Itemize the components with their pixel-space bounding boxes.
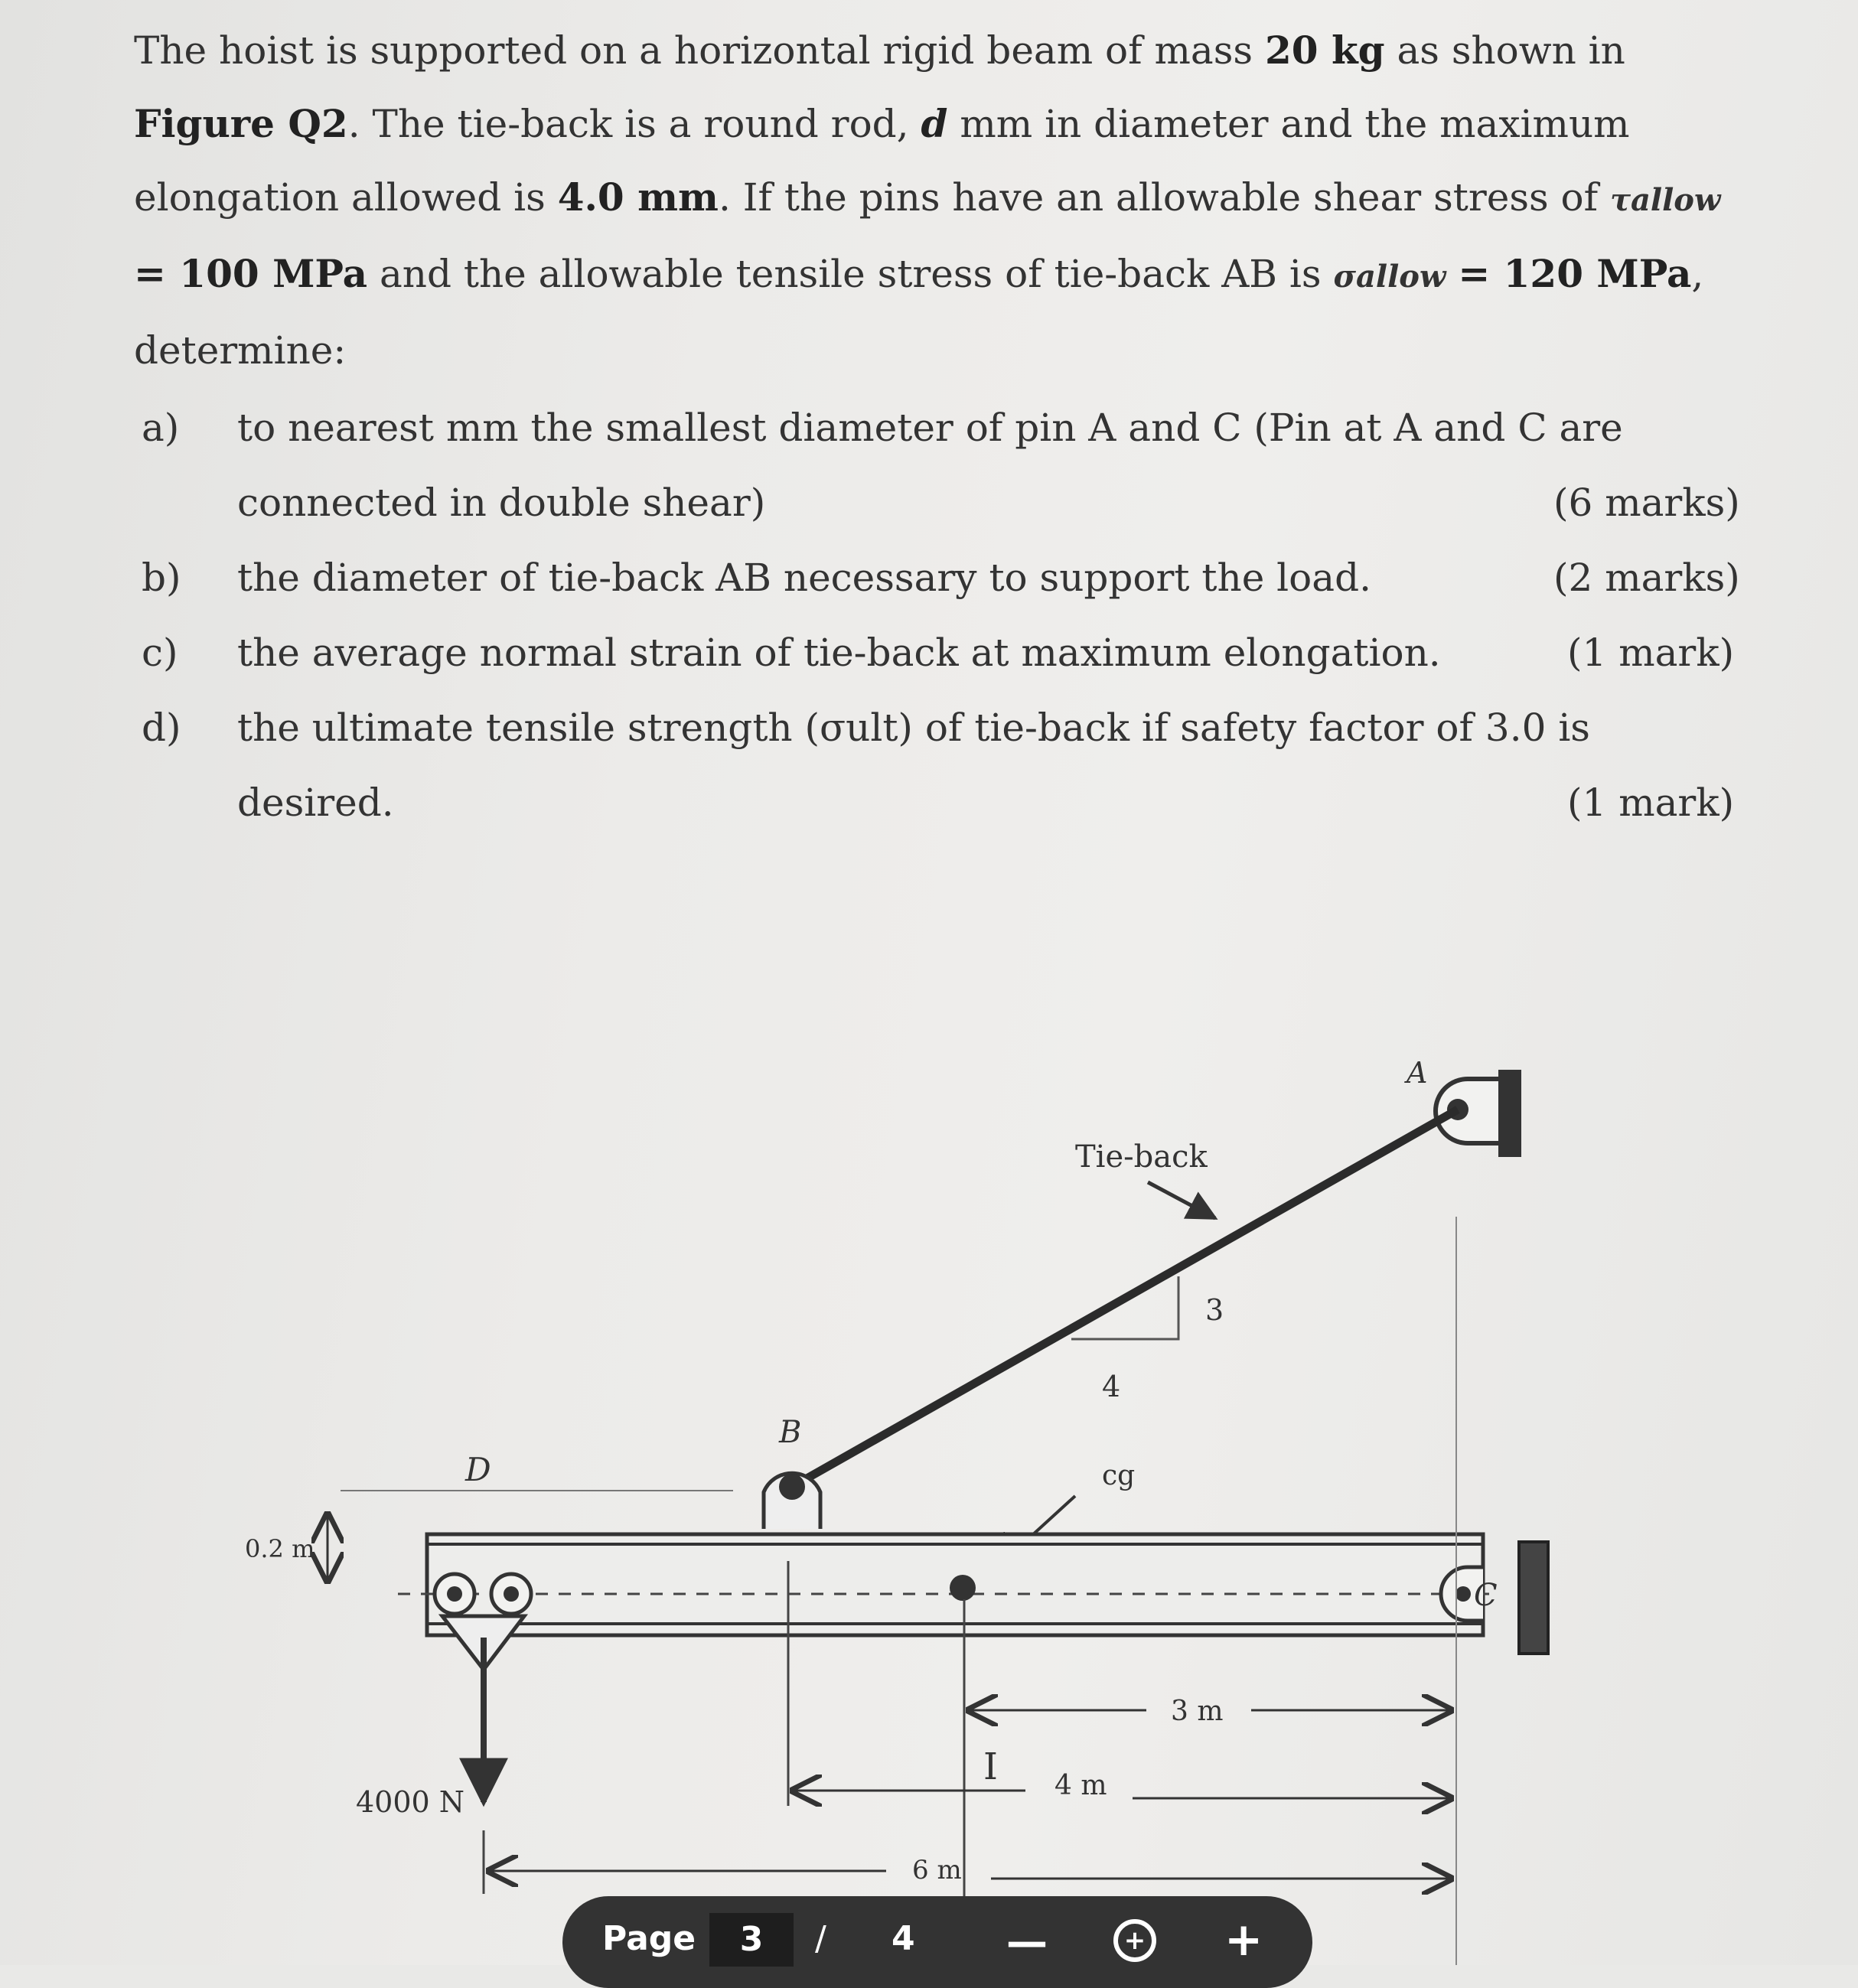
marks-label: (1 mark): [1567, 631, 1735, 675]
intro-text: , determine:: [134, 252, 1704, 373]
question-text: to nearest mm the smallest diameter of pin A and C (Pin at A and C are: [237, 406, 1623, 450]
height-label: 0.2 m: [245, 1534, 315, 1563]
intro-text: The hoist is supported on a horizontal rigid beam of mass: [134, 28, 1265, 73]
dim-6m-label: 6 m: [912, 1855, 962, 1885]
figure-q2: [0, 1018, 1858, 1965]
max-elongation: 4.0 mm: [557, 174, 719, 220]
dim-3m-label: 3 m: [1171, 1696, 1224, 1727]
slope-triangle: [1071, 1276, 1178, 1339]
wall-support-a: [1498, 1070, 1521, 1157]
sigma-allow-value: = 120 MPa: [1458, 251, 1692, 296]
question-text: connected in double shear): [237, 481, 766, 525]
pin-c: [1455, 1586, 1471, 1602]
dim-4m-label: 4 m: [1054, 1770, 1107, 1801]
page-separator: /: [815, 1919, 826, 1958]
zoom-fit-icon[interactable]: +: [1113, 1919, 1156, 1962]
zoom-in-button[interactable]: +: [1224, 1913, 1263, 1967]
intro-text: and the allowable tensile stress of tie-back AB is: [367, 252, 1334, 296]
sigma-allow-symbol: σallow: [1333, 259, 1446, 295]
question-text: the diameter of tie-back AB necessary to support the load.: [237, 556, 1371, 600]
question-letter: c): [142, 631, 178, 675]
marks-label: (1 mark): [1567, 781, 1735, 825]
diameter-variable: d: [921, 101, 948, 146]
slope-rise-label: 3: [1205, 1293, 1224, 1327]
intro-text: . If the pins have an allowable shear stress of: [718, 175, 1611, 220]
figure-reference: Figure Q2: [134, 101, 348, 146]
label-c: C: [1474, 1578, 1498, 1613]
load-label: 4000 N: [356, 1785, 465, 1819]
marks-label: (6 marks): [1553, 481, 1740, 525]
cg-label: cg: [1102, 1460, 1136, 1491]
marks-label: (2 marks): [1553, 556, 1740, 600]
beam-mass: 20 kg: [1264, 28, 1385, 73]
tau-allow-symbol: τallow: [1610, 182, 1721, 218]
text-cursor-icon: I: [983, 1745, 998, 1788]
problem-statement: [134, 14, 1756, 387]
slope-run-label: 4: [1102, 1370, 1121, 1403]
question-letter: a): [142, 406, 180, 450]
trolley-axle: [504, 1586, 519, 1602]
wall-support-c: [1519, 1542, 1548, 1654]
question-text: the ultimate tensile strength (σult) of tie-back if safety factor of 3.0 is: [237, 706, 1590, 750]
label-a: A: [1407, 1056, 1428, 1090]
page-navigation-toolbar: [562, 1896, 1312, 1988]
label-b: B: [779, 1415, 802, 1450]
intro-text: mm in diameter and the maximum elongation allowed is: [134, 102, 1630, 220]
question-text: the average normal strain of tie-back at maximum elongation.: [237, 631, 1441, 675]
tieback-label: Tie-back: [1075, 1139, 1208, 1175]
intro-text: . The tie-back is a round rod,: [347, 102, 921, 146]
cg-point: [950, 1575, 976, 1601]
question-letter: b): [142, 556, 181, 600]
current-page-input[interactable]: 3: [709, 1913, 794, 1967]
zoom-out-button[interactable]: —: [1006, 1918, 1048, 1966]
tieback-arrow: [1148, 1182, 1215, 1218]
total-pages: 4: [892, 1919, 915, 1958]
page-label: Page: [602, 1919, 696, 1958]
pin-b: [779, 1474, 805, 1500]
intro-text: as shown in: [1384, 28, 1625, 73]
label-d: D: [465, 1451, 491, 1488]
question-text: desired.: [237, 781, 394, 825]
question-letter: d): [142, 706, 181, 750]
tau-allow-value: = 100 MPa: [134, 251, 368, 296]
trolley-axle: [447, 1586, 462, 1602]
